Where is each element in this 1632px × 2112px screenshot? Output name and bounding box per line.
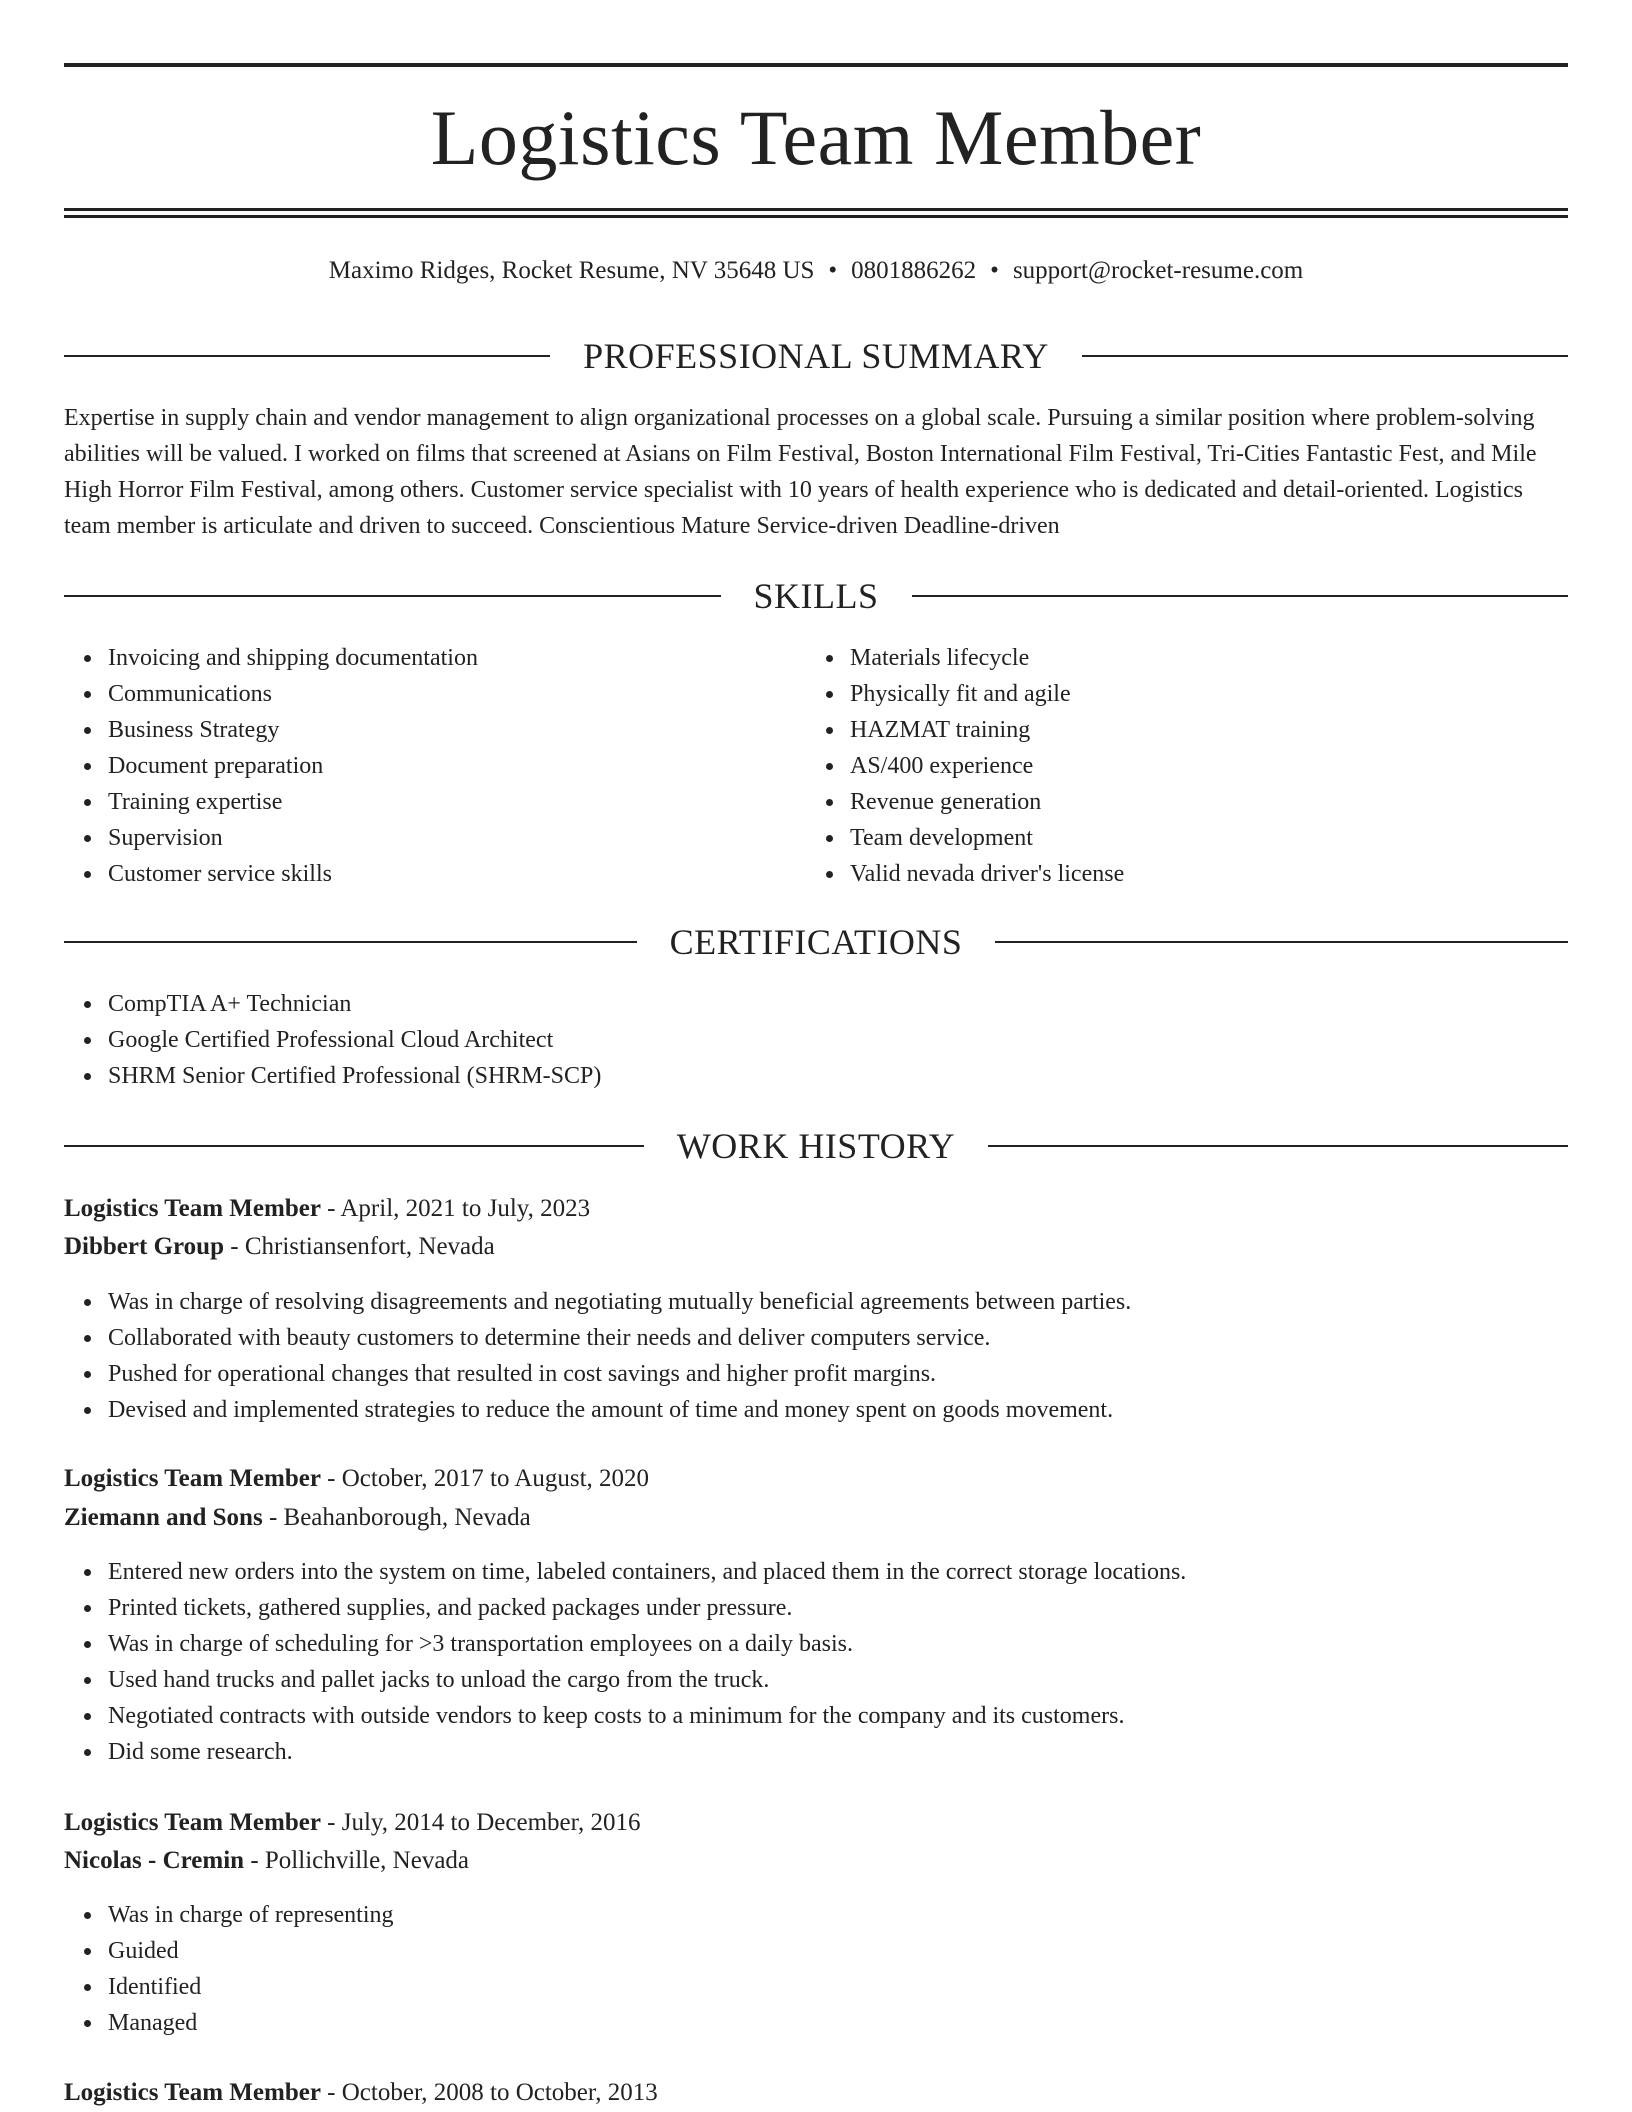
job-title: Logistics Team Member xyxy=(64,1195,321,1222)
job-bullet: Pushed for operational changes that resulted in cost savings and higher profit margins. xyxy=(108,1356,1131,1392)
job-bullet: Was in charge of scheduling for >3 transportation employees on a daily basis. xyxy=(108,1626,1186,1662)
dash: - xyxy=(320,1809,342,1836)
job-title: Logistics Team Member xyxy=(64,1809,321,1836)
skill-item: Valid nevada driver's license xyxy=(850,856,1124,892)
job-company: Ziemann and Sons xyxy=(64,1504,263,1531)
heading-rule xyxy=(988,1145,1568,1147)
job-bullet: Guided xyxy=(108,1933,394,1969)
job-bullets xyxy=(64,1897,394,2041)
job-bullet: Did some research. xyxy=(108,1734,1186,1770)
dash: - xyxy=(320,1465,342,1492)
job-bullet: Identified xyxy=(108,1969,394,2005)
job-location: Christiansenfort, Nevada xyxy=(244,1233,495,1260)
certification-item: SHRM Senior Certified Professional (SHRM-SCP) xyxy=(108,1058,601,1094)
skill-item: HAZMAT training xyxy=(850,712,1124,748)
header-top-rule xyxy=(64,63,1568,67)
job-dates: October, 2008 to October, 2013 xyxy=(341,2079,658,2106)
job-title-line xyxy=(64,2074,658,2112)
certifications-list xyxy=(64,986,601,1094)
job-location: Beahanborough, Nevada xyxy=(283,1504,531,1531)
job-bullets xyxy=(64,1284,1131,1428)
skills-list-right xyxy=(806,640,1124,892)
section-heading-summary xyxy=(64,334,1568,378)
certification-item: CompTIA A+ Technician xyxy=(108,986,601,1022)
heading-rule xyxy=(64,1145,644,1147)
job-title: Logistics Team Member xyxy=(64,2079,321,2106)
job-bullet: Printed tickets, gathered supplies, and packed packages under pressure. xyxy=(108,1590,1186,1626)
job-bullet: Negotiated contracts with outside vendors to keep costs to a minimum for the company and its customers. xyxy=(108,1698,1186,1734)
resume-title: Logistics Team Member xyxy=(430,94,1202,181)
header-rule-lower xyxy=(64,215,1568,218)
dash: - xyxy=(320,2079,342,2106)
contact-address: Maximo Ridges, Rocket Resume, NV 35648 US xyxy=(328,257,815,284)
job-dates: July, 2014 to December, 2016 xyxy=(341,1809,641,1836)
contact-separator: • xyxy=(990,257,999,284)
job-title-line xyxy=(64,1190,590,1228)
skill-item: Customer service skills xyxy=(108,856,478,892)
heading-rule xyxy=(995,941,1568,943)
job-company-line xyxy=(64,1228,495,1266)
header-rule-upper xyxy=(64,208,1568,211)
job-company-line xyxy=(64,1499,531,1537)
section-title: PROFESSIONAL SUMMARY xyxy=(583,336,1049,376)
section-heading-certifications xyxy=(64,920,1568,964)
skill-item: Team development xyxy=(850,820,1124,856)
dash: - xyxy=(223,1233,245,1260)
skill-item: Document preparation xyxy=(108,748,478,784)
job-bullet: Collaborated with beauty customers to determine their needs and deliver computers service. xyxy=(108,1320,1131,1356)
skill-item: Supervision xyxy=(108,820,478,856)
job-company-line xyxy=(64,1842,469,1880)
heading-rule xyxy=(1082,355,1568,357)
skill-item: Revenue generation xyxy=(850,784,1124,820)
job-bullet: Devised and implemented strategies to reduce the amount of time and money spent on goods movement. xyxy=(108,1392,1131,1428)
section-title: WORK HISTORY xyxy=(676,1126,956,1166)
skill-item: Communications xyxy=(108,676,478,712)
contact-line xyxy=(64,253,1568,289)
job-dates: April, 2021 to July, 2023 xyxy=(340,1195,591,1222)
heading-rule xyxy=(64,941,637,943)
skill-item: Physically fit and agile xyxy=(850,676,1124,712)
job-dates: October, 2017 to August, 2020 xyxy=(341,1465,650,1492)
job-bullet: Used hand trucks and pallet jacks to unload the cargo from the truck. xyxy=(108,1662,1186,1698)
job-title-line xyxy=(64,1804,640,1842)
skills-list-left xyxy=(64,640,478,892)
contact-email: support@rocket-resume.com xyxy=(1012,257,1304,284)
job-bullets xyxy=(64,1554,1186,1770)
job-bullet: Entered new orders into the system on time, labeled containers, and placed them in the correct storage locations. xyxy=(108,1554,1186,1590)
contact-phone: 0801886262 xyxy=(851,257,977,284)
job-company: Nicolas - Cremin xyxy=(64,1847,245,1874)
section-heading-work-history xyxy=(64,1124,1568,1168)
job-location: Pollichville, Nevada xyxy=(264,1847,470,1874)
dash: - xyxy=(320,1195,341,1222)
heading-rule xyxy=(64,595,721,597)
job-bullet: Was in charge of representing xyxy=(108,1897,394,1933)
job-bullet: Was in charge of resolving disagreements and negotiating mutually beneficial agreements between parties. xyxy=(108,1284,1131,1320)
section-heading-skills xyxy=(64,574,1568,618)
job-title-line xyxy=(64,1460,649,1498)
skill-item: Invoicing and shipping documentation xyxy=(108,640,478,676)
skill-item: Materials lifecycle xyxy=(850,640,1124,676)
skill-item: Training expertise xyxy=(108,784,478,820)
section-title: CERTIFICATIONS xyxy=(669,922,963,962)
section-title: SKILLS xyxy=(753,576,879,616)
dash: - xyxy=(262,1504,284,1531)
heading-rule xyxy=(912,595,1569,597)
heading-rule xyxy=(64,355,550,357)
summary-text: Expertise in supply chain and vendor management to align organizational processes on a global scale. Pursuing a similar position where problem-solving abilities will be valued. I worked on films that screened at Asians on Film Festival, Boston International Film Festival, Tri-Cities Fantastic Fest, and Mile High Horror Film Festival, among others. Customer service specialist with 10 years of health experience who is dedicated and detail-oriented. Logistics team member is articulate and driven to succeed. Conscientious Mature Service-driven Deadline-driven xyxy=(64,405,1537,539)
certification-item: Google Certified Professional Cloud Architect xyxy=(108,1022,601,1058)
skill-item: Business Strategy xyxy=(108,712,478,748)
dash: - xyxy=(244,1847,265,1874)
job-company: Dibbert Group xyxy=(64,1233,224,1260)
contact-separator: • xyxy=(828,257,838,284)
job-bullet: Managed xyxy=(108,2005,394,2041)
skill-item: AS/400 experience xyxy=(850,748,1124,784)
job-title: Logistics Team Member xyxy=(64,1465,321,1492)
